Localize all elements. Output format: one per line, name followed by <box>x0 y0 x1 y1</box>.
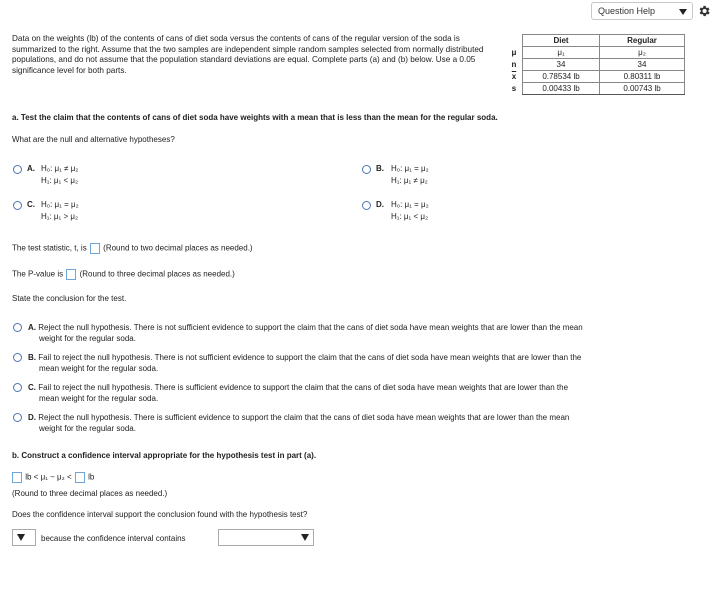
part-b-prompt: b. Construct a confidence interval appropriate for the hypothesis test in part (a). <box>12 451 317 460</box>
conclusion-d-radio[interactable] <box>13 413 22 422</box>
option-d-label: D. <box>376 200 384 209</box>
col-regular-header: Regular <box>600 35 685 47</box>
chevron-down-icon <box>17 534 25 541</box>
conclusion-b-radio[interactable] <box>13 353 22 362</box>
because-text: because the confidence interval contains <box>41 534 186 543</box>
summary-table <box>506 34 685 95</box>
conclusion-b <box>28 352 700 374</box>
interval-contains-dropdown[interactable] <box>218 529 314 546</box>
hypotheses-question: What are the null and alternative hypotheses? <box>12 135 175 144</box>
ci-hint: (Round to three decimal places as needed.) <box>12 489 168 498</box>
test-statistic-row <box>12 243 253 254</box>
row-symbol: n <box>511 60 517 69</box>
conclusion-a-radio[interactable] <box>13 323 22 332</box>
problem-intro: Data on the weights (lb) of the contents of cans of diet soda versus the contents of cans of the regular version of the soda is summarized to the right. Assume that the two samples are independent simple random samples selected from normally distributed populations, and do not assume that the population standard deviations are equal. Complete parts (a) and (b) below. Use a 0.05 significance level for both parts. <box>12 34 484 75</box>
conclusion-a-text2: weight for the regular soda. <box>39 334 136 343</box>
table-cell: 34 <box>523 59 600 71</box>
p-value-label: The P-value is <box>12 269 64 279</box>
chevron-down-icon <box>679 9 687 15</box>
table-cell: 0.00433 lb <box>523 83 600 95</box>
option-c-radio[interactable] <box>13 201 22 210</box>
table-cell: μ₁ <box>523 47 600 59</box>
confidence-interval-row <box>12 472 94 483</box>
conclusion-d-text2: weight for the regular soda. <box>39 424 136 433</box>
question-help-label: Question Help <box>598 6 656 16</box>
conclusion-d-text1: Reject the null hypothesis. There is sufficient evidence to support the claim that the cans of diet soda have mean weights that are lower than the mean <box>38 413 570 422</box>
table-cell: 0.00743 lb <box>600 83 685 95</box>
option-b-radio[interactable] <box>362 165 371 174</box>
ci-upper-input[interactable] <box>75 472 85 483</box>
test-statistic-label: The test statistic, t, is <box>12 243 87 253</box>
option-a-h1: H₁: μ₁ < μ₂ <box>41 176 79 185</box>
ci-middle-expression: μ₁ − μ₂ < <box>40 472 72 482</box>
option-b-label: B. <box>376 164 384 173</box>
option-c-h0: H₀: μ₁ = μ₂ <box>41 200 79 209</box>
conclusion-c-text1: Fail to reject the null hypothesis. There is sufficient evidence to support the claim that the cans of diet soda have mean weights that are lower than the <box>38 383 569 392</box>
test-statistic-input[interactable] <box>90 243 100 254</box>
conclusion-a <box>28 322 700 344</box>
part-a-prompt: a. Test the claim that the contents of cans of diet soda have weights with a mean that is less than the mean for the regular soda. <box>12 113 498 122</box>
option-c-h1: H₁: μ₁ > μ₂ <box>41 212 79 221</box>
option-b-h0: H₀: μ₁ = μ₂ <box>391 164 429 173</box>
col-diet-header: Diet <box>523 35 600 47</box>
option-b-h1: H₁: μ₁ ≠ μ₂ <box>391 176 428 185</box>
conclusion-prompt: State the conclusion for the test. <box>12 294 127 303</box>
table-cell: 34 <box>600 59 685 71</box>
ci-lower-input[interactable] <box>12 472 22 483</box>
option-d-radio[interactable] <box>362 201 371 210</box>
row-symbol: s <box>511 84 517 93</box>
conclusion-d <box>28 412 700 434</box>
test-statistic-hint: (Round to two decimal places as needed.) <box>103 243 253 253</box>
option-a-h0: H₀: μ₁ ≠ μ₂ <box>41 164 79 173</box>
conclusion-b-label: B. <box>28 353 36 362</box>
row-symbol: μ <box>511 48 517 57</box>
p-value-hint: (Round to three decimal places as needed.) <box>79 269 235 279</box>
conclusion-b-text1: Fail to reject the null hypothesis. There is not sufficient evidence to support the claim that the cans of diet soda have mean weights that are lower than the <box>38 353 582 362</box>
p-value-row <box>12 269 235 280</box>
option-d-h1: H₁: μ₁ < μ₂ <box>391 212 429 221</box>
support-question: Does the confidence interval support the conclusion found with the hypothesis test? <box>12 510 308 519</box>
conclusion-c-radio[interactable] <box>13 383 22 392</box>
ci-unit-lower: lb < <box>25 472 39 482</box>
option-a-radio[interactable] <box>13 165 22 174</box>
question-help-button[interactable] <box>591 2 693 20</box>
conclusion-a-text1: Reject the null hypothesis. There is not sufficient evidence to support the claim that the cans of diet soda have mean weights that are lower than the mean <box>38 323 583 332</box>
chevron-down-icon <box>301 534 309 541</box>
conclusion-b-text2: mean weight for the regular soda. <box>39 364 159 373</box>
option-d-h0: H₀: μ₁ = μ₂ <box>391 200 429 209</box>
conclusion-c <box>28 382 700 404</box>
option-a-label: A. <box>27 164 35 173</box>
table-cell: μ₂ <box>600 47 685 59</box>
conclusion-a-label: A. <box>28 323 36 332</box>
conclusion-c-label: C. <box>28 383 36 392</box>
row-symbol: $\overline{x}$ <box>511 72 517 81</box>
conclusion-c-text2: mean weight for the regular soda. <box>39 394 159 403</box>
ci-unit-upper: lb <box>88 472 95 482</box>
option-c-label: C. <box>27 200 35 209</box>
support-dropdown[interactable] <box>12 529 36 546</box>
conclusion-d-label: D. <box>28 413 36 422</box>
table-cell: 0.78534 lb <box>523 71 600 83</box>
gear-icon[interactable] <box>697 4 711 18</box>
p-value-input[interactable] <box>66 269 76 280</box>
table-cell: 0.80311 lb <box>600 71 685 83</box>
